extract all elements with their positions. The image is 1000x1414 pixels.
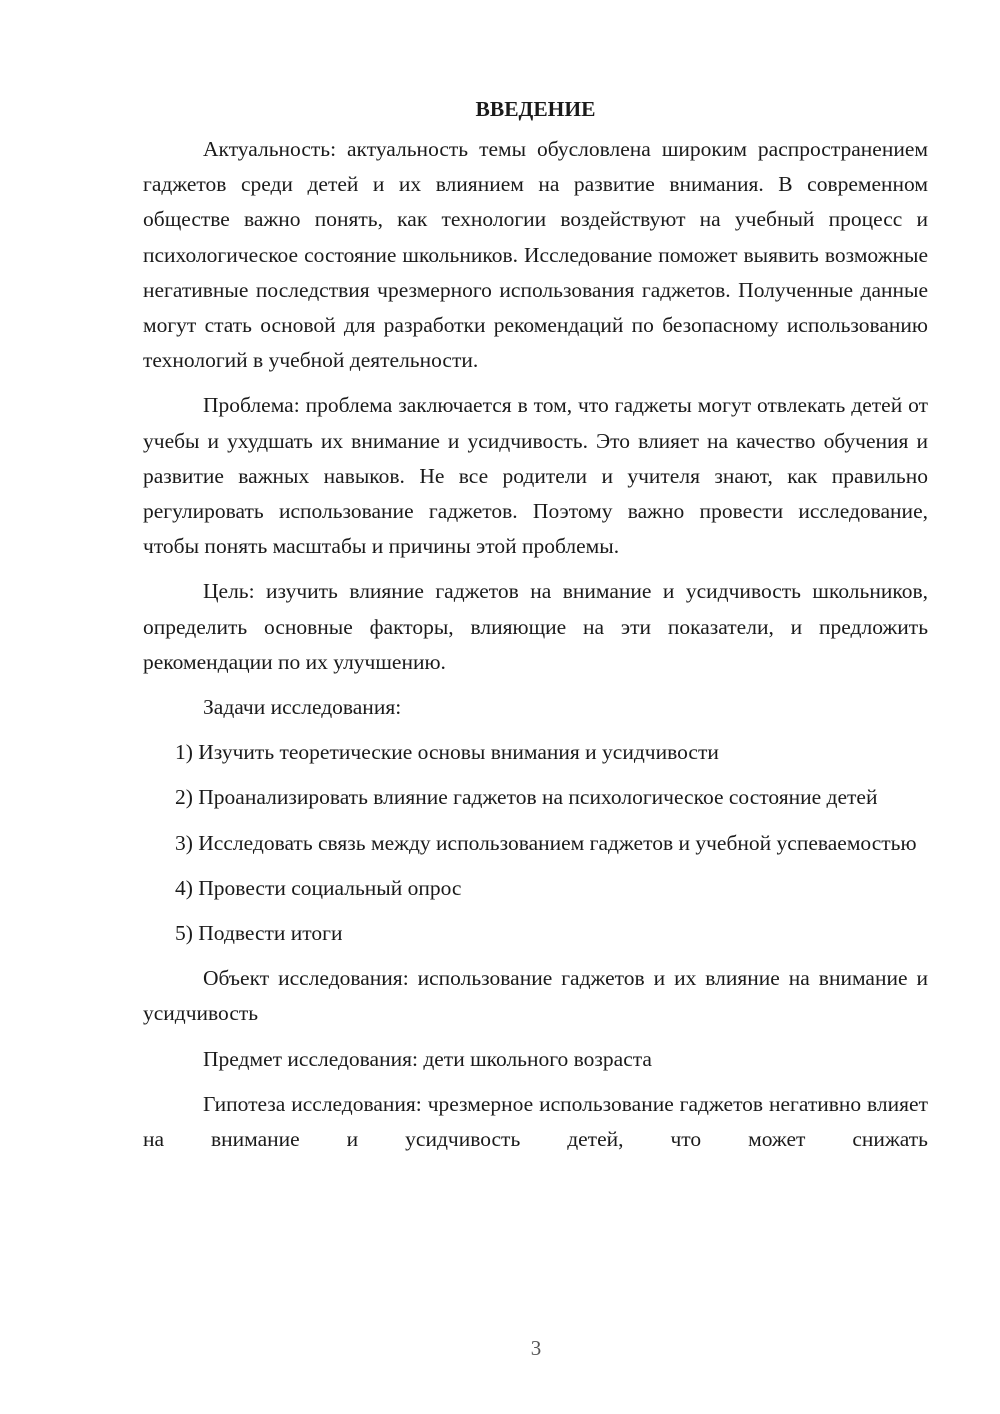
task-item-2: 2) Проанализировать влияние гаджетов на психологическое состояние детей [175, 785, 878, 810]
tasks-title: Задачи исследования: [203, 695, 402, 720]
section-heading: ВВЕДЕНИЕ [475, 97, 596, 121]
task-item-4: 4) Провести социальный опрос [175, 875, 462, 900]
paragraph-relevance: Актуальность: актуальность темы обусловлена широким распространением гаджетов среди детей и их влиянием на развитие внимания. В современном обществе важно понять, как технологии воздействуют на учебный процесс и психологическое состояние школьников. Исследование поможет выявить возможные негативные последствия чрезмерного использования гаджетов. Полученные данные могут стать основой для разработки рекомендаций по безопасному использованию технологий в учебной деятельности. [143, 137, 928, 373]
paragraph-object: Объект исследования: использование гаджетов и их влияние на внимание и усидчивость [143, 966, 928, 1026]
page-number: 3 [530, 1336, 542, 1360]
task-item-5: 5) Подвести итоги [175, 921, 343, 946]
paragraph-problem: Проблема: проблема заключается в том, что гаджеты могут отвлекать детей от учебы и ухудшать их внимание и усидчивость. Это влияет на качество обучения и развитие важных навыков. Не все родители и учителя знают, как правильно регулировать использование гаджетов. Поэтому важно провести исследование, чтобы понять масштабы и причины этой проблемы. [143, 393, 928, 559]
paragraph-subject: Предмет исследования: дети школьного возраста [203, 1046, 652, 1071]
task-item-1: 1) Изучить теоретические основы внимания и усидчивости [175, 740, 719, 765]
task-item-3: 3) Исследовать связь между использованием гаджетов и учебной успеваемостью [175, 830, 917, 855]
document-page [143, 96, 928, 1167]
paragraph-hypothesis: Гипотеза исследования: чрезмерное использование гаджетов негативно влияет на внимание и усидчивость детей, что может снижать [143, 1091, 928, 1152]
paragraph-goal: Цель: изучить влияние гаджетов на внимание и усидчивость школьников, определить основные факторы, влияющие на эти показатели, и предложить рекомендации по их улучшению. [143, 579, 928, 674]
